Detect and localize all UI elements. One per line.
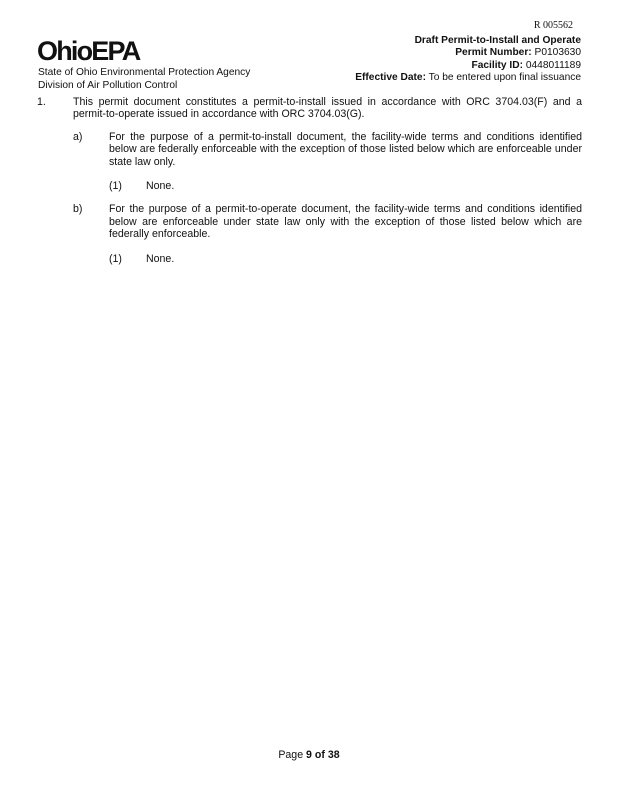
agency-block [38,67,250,92]
permit-header [355,35,581,84]
ohio-epa-logo: OhioEPA [37,36,140,66]
page-current: 9 [306,749,312,761]
sub-item-text: For the purpose of a permit-to-install document, the facility-wide terms and conditions identified below are federally enforceable with the exception of those listed below which are enforceable under state law only. [109,130,582,168]
permit-terms [37,96,582,265]
item-text: This permit document constitutes a permit-to-install issued in accordance with ORC 3704.03(F) and a permit-to-operate issued in accordance with ORC 3704.03(G). [73,96,582,121]
sub-item-label: b) [73,203,83,216]
sub-item-label: a) [73,130,83,143]
sub-item-b-1 [109,253,582,265]
effective-date-row [355,72,581,84]
sub-item-b [73,203,582,240]
document-id: R 005562 [533,20,573,31]
sub-item-a-1 [109,180,582,192]
sub-item-a [73,131,582,168]
effective-date: To be entered upon final issuance [428,71,581,83]
facility-id-label: Facility ID: [471,59,523,71]
facility-id: 0448011189 [525,59,581,71]
page-total: 38 [327,749,340,761]
effective-date-label: Effective Date: [355,71,426,83]
permit-number: P0103630 [534,47,581,59]
permit-title: Draft Permit-to-Install and Operate [414,35,581,46]
term-item-1 [37,96,582,121]
item-number: 1. [37,96,46,108]
division-name: Division of Air Pollution Control [38,79,178,91]
page-footer [0,749,618,761]
page-word: Page [278,749,304,761]
sub-sub-text: None. [146,252,175,265]
sub-sub-number: (1) [109,252,122,265]
sub-item-text: For the purpose of a permit-to-operate document, the facility-wide terms and conditions identified below are enforceable under state law only with the exception of those listed below which are federally enforceable. [109,203,582,241]
permit-number-row [355,47,581,59]
page-of: of [314,749,325,761]
sub-sub-number: (1) [109,180,122,193]
permit-number-label: Permit Number: [455,47,532,59]
sub-sub-text: None. [146,180,175,193]
facility-id-row [355,60,581,72]
agency-name: State of Ohio Environmental Protection Agency [38,67,251,78]
